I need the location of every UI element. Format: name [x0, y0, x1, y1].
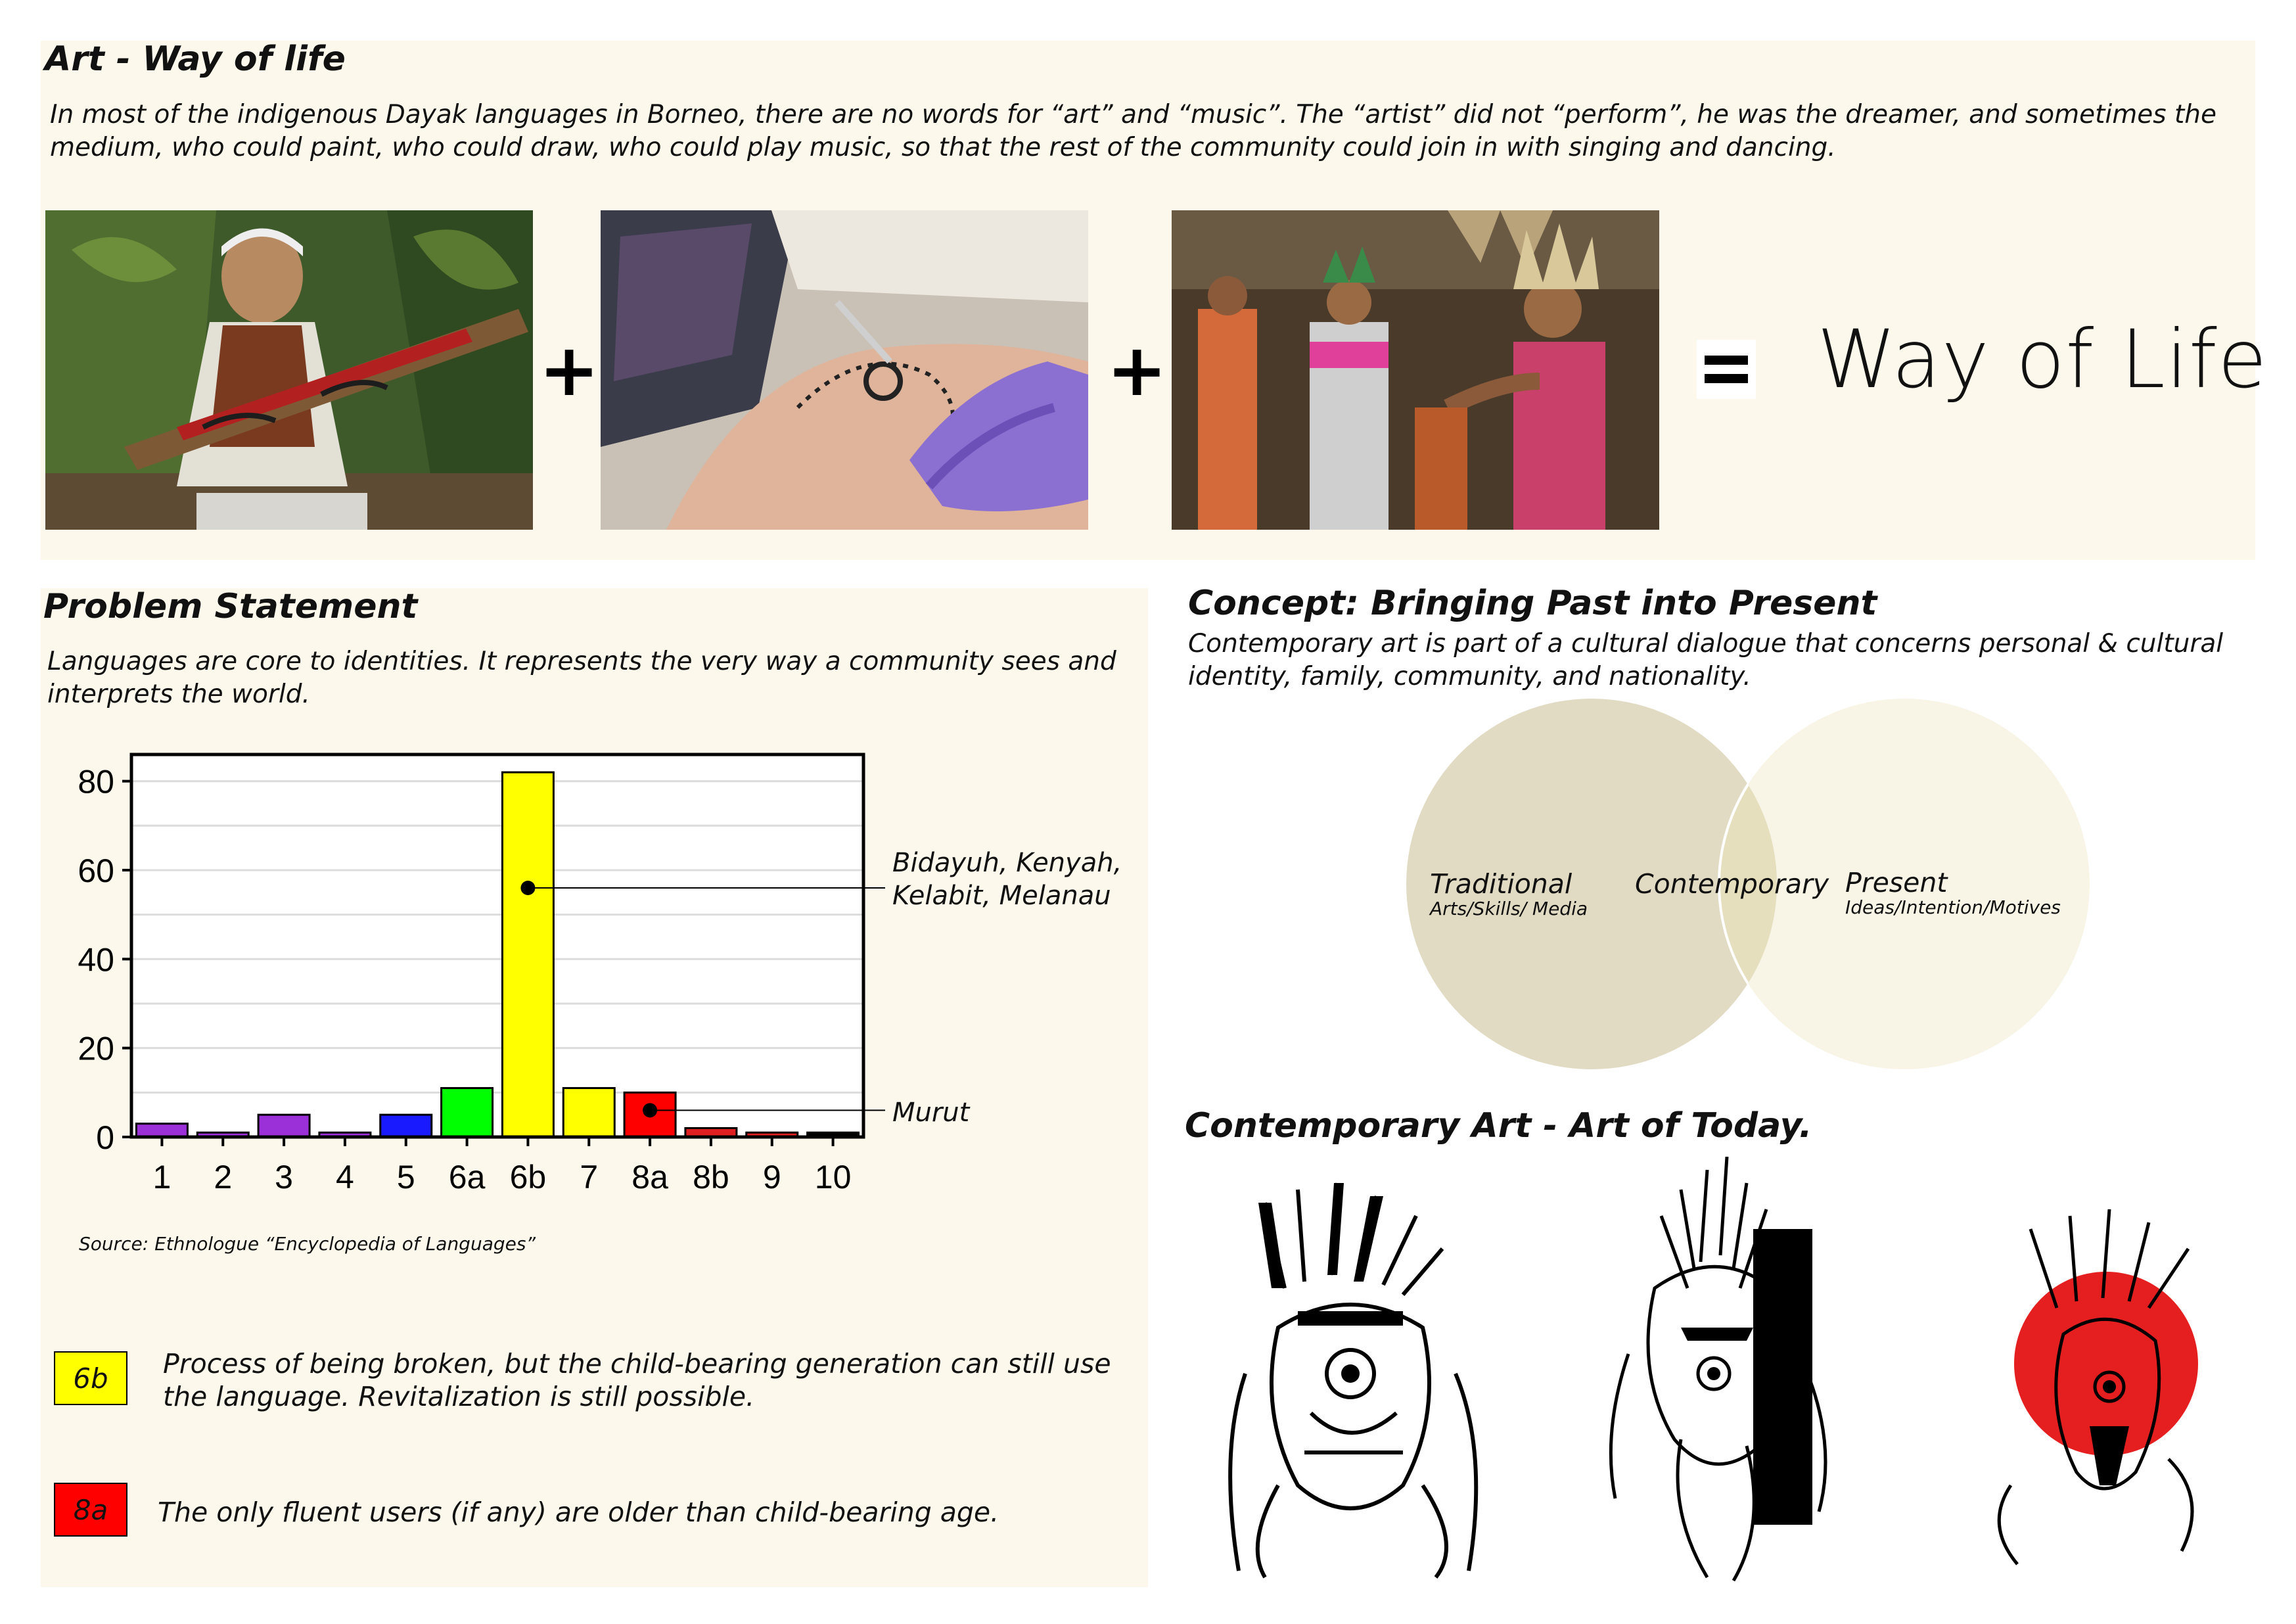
legend-swatch-6b: 6b	[54, 1351, 127, 1405]
chart-bar-6a	[442, 1088, 493, 1137]
chart-plot-area	[131, 754, 863, 1137]
legend-swatch-8a: 8a	[54, 1483, 127, 1537]
chart-y-tick-label: 60	[78, 852, 114, 889]
art-section-title: Art - Way of life	[45, 39, 346, 79]
chart-x-tick-label: 5	[396, 1159, 415, 1195]
concept-section-title: Concept: Bringing Past into Present	[1188, 584, 1877, 623]
chart-y-tick-label: 0	[96, 1119, 114, 1156]
way-of-life-result: Way of Life	[1817, 313, 2268, 406]
chart-x-tick-label: 10	[814, 1159, 852, 1195]
chart-bar-3	[258, 1115, 310, 1137]
venn-label-present: Present	[1845, 867, 1948, 898]
chart-source: Source: Ethnologue “Encyclopedia of Languages”	[79, 1233, 536, 1255]
chart-bar-1	[136, 1124, 187, 1137]
concept-section-paragraph: Contemporary art is part of a cultural dialogue that concerns personal & cultural identity, family, community, and nationality.	[1188, 629, 2224, 691]
chart-x-tick-label: 7	[580, 1159, 599, 1195]
chart-x-tick-label: 9	[762, 1159, 781, 1195]
venn-label-contemporary: Contemporary	[1635, 868, 1829, 900]
photo-dancers	[1172, 210, 1659, 530]
chart-bar-6b	[502, 772, 553, 1137]
venn-sub-traditional: Arts/Skills/ Media	[1430, 898, 1588, 919]
chart-x-tick-label: 8a	[631, 1159, 668, 1195]
problem-section-title: Problem Statement	[43, 587, 418, 626]
plus-sign-1: +	[539, 328, 600, 412]
chart-y-tick-label: 40	[78, 941, 114, 979]
chart-marker-8a	[643, 1103, 657, 1117]
chart-bar-5	[380, 1115, 432, 1137]
artwork-hornbill-mask-red-sun	[1971, 1209, 2221, 1577]
chart-x-tick-label: 4	[336, 1159, 354, 1195]
venn-sub-present: Ideas/Intention/Motives	[1845, 896, 2061, 918]
chart-x-tick-label: 6a	[448, 1159, 486, 1195]
problem-section-paragraph: Languages are core to identities. It represents the very way a community sees and interprets the world.	[47, 647, 1116, 709]
chart-x-tick-label: 1	[152, 1159, 172, 1195]
chart-bar-7	[563, 1088, 614, 1137]
chart-y-tick-label: 80	[78, 763, 114, 800]
artwork-hornbill-mask-2	[1602, 1157, 1852, 1584]
artwork-hornbill-mask-1	[1206, 1176, 1495, 1584]
chart-y-tick-label: 20	[78, 1030, 114, 1067]
equals-sign	[1697, 340, 1756, 399]
art-section-paragraph: In most of the indigenous Dayak languages in Borneo, there are no words for “art” and “music”. The “artist” did not “perform”, he was the dreamer, and sometimes the medium, who could paint, who could draw, who could play music, so that the rest of the community could join in with singing and dancing.	[50, 100, 2216, 162]
legend-text-8a: The only fluent users (if any) are older than child-bearing age.	[158, 1496, 999, 1528]
chart-x-tick-label: 8b	[693, 1159, 729, 1195]
contemporary-art-title: Contemporary Art - Art of Today.	[1185, 1106, 1812, 1146]
venn-label-traditional: Traditional	[1430, 868, 1573, 900]
chart-x-tick-label: 3	[275, 1159, 293, 1195]
chart-x-tick-label: 6b	[509, 1159, 547, 1195]
plus-sign-2: +	[1107, 328, 1168, 412]
legend-text-6b: Process of being broken, but the child-bearing generation can still use the language. Revitalization is still possible.	[163, 1348, 1111, 1412]
chart-annotation-murut: Murut	[892, 1098, 970, 1128]
photo-sape-player	[45, 210, 533, 530]
photo-tattooing	[601, 210, 1088, 530]
chart-annotation-bidayuh: Bidayuh, Kenyah, Kelabit, Melanau	[892, 848, 1122, 911]
chart-marker-6b	[520, 881, 535, 895]
language-vitality-bar-chart	[41, 730, 1158, 1229]
chart-x-tick-label: 2	[214, 1159, 233, 1195]
